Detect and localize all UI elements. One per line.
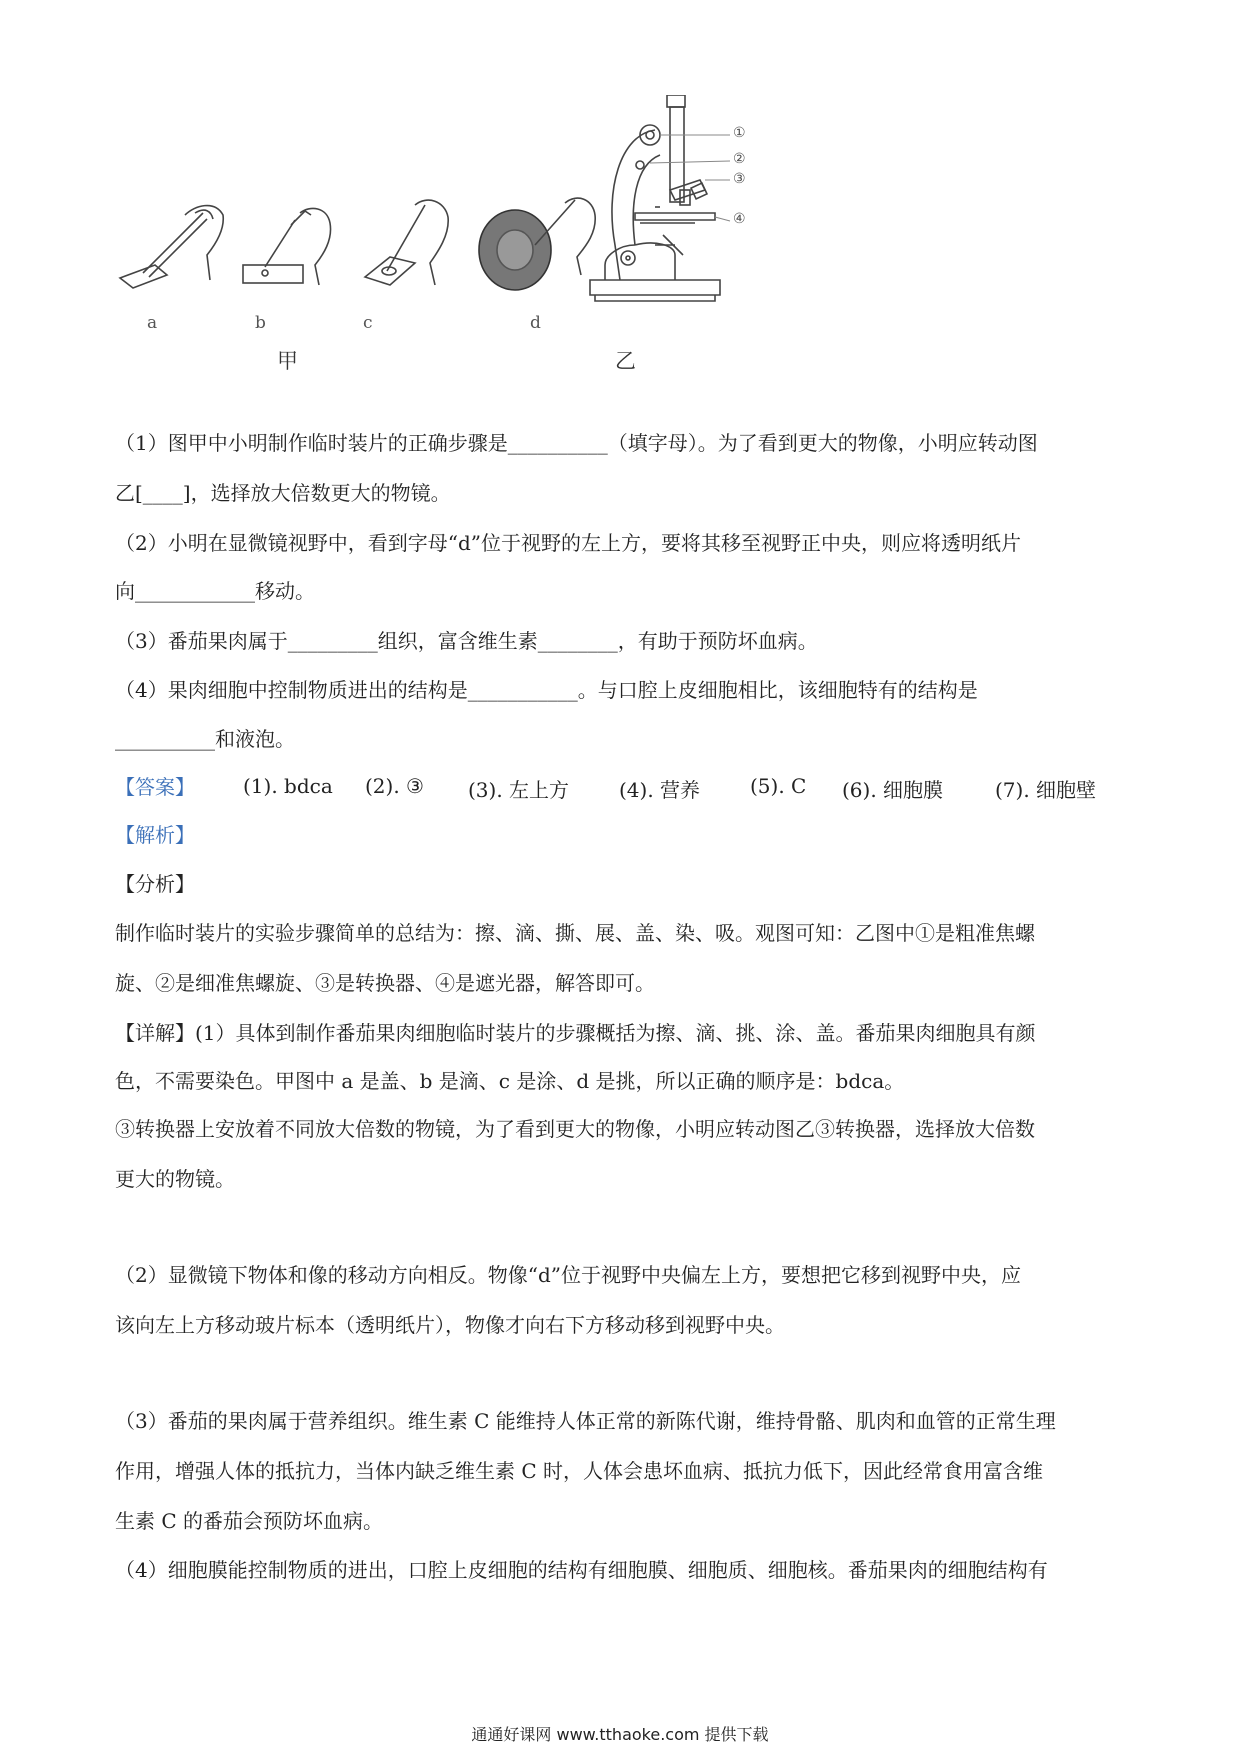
figure-caption-yi: 乙: [615, 349, 636, 373]
answer-item-7: (7). 细胞壁: [995, 778, 1097, 802]
detail-line-2: 色，不需要染色。甲图中 a 是盖、b 是滴、c 是涂、d 是挑，所以正确的顺序是：bdca。: [115, 1069, 905, 1093]
question-2-line-2: 向____________移动。: [115, 579, 315, 603]
microscope-leader-lines: [650, 135, 730, 221]
question-2-line-1: （2）小明在显微镜视野中，看到字母“d”位于视野的左上方，要将其移至视野正中央，则应将透明纸片: [115, 531, 1021, 555]
figure-caption-jia: 甲: [277, 349, 298, 373]
question-4-line-2: __________和液泡。: [115, 727, 295, 751]
experiment-figure: [115, 95, 875, 415]
answer-label: 【答案】: [115, 775, 195, 799]
question-1-line-1: （1）图甲中小明制作临时装片的正确步骤是__________（填字母）。为了看到更大的物像，小明应转动图: [115, 431, 1038, 455]
microscope-label-2: ②: [733, 151, 746, 167]
detail-line-4: 更大的物镜。: [115, 1167, 235, 1191]
answer-item-6: (6). 细胞膜: [842, 778, 944, 802]
analysis-label: 【解析】: [115, 823, 195, 847]
paragraph-2-line-2: 该向左上方移动玻片标本（透明纸片），物像才向右下方移动移到视野中央。: [115, 1313, 785, 1337]
step-b-drawing: [243, 208, 331, 285]
fenxi-line-2: 旋、②是细准焦螺旋、③是转换器、④是遮光器，解答即可。: [115, 971, 655, 995]
answer-item-1: (1). bdca: [243, 774, 333, 798]
question-3-line-1: （3）番茄果肉属于_________组织，富含维生素________，有助于预防坏血病。: [115, 629, 818, 653]
microscope-label-4: ④: [733, 211, 746, 227]
figure-label-d: d: [530, 313, 541, 333]
paragraph-3-line-1: （3）番茄的果肉属于营养组织。维生素 C 能维持人体正常的新陈代谢，维持骨骼、肌肉和血管的正常生理: [115, 1409, 1056, 1433]
figure-label-b: b: [255, 313, 266, 333]
paragraph-3-line-3: 生素 C 的番茄会预防坏血病。: [115, 1509, 384, 1533]
step-c-drawing: [365, 200, 448, 285]
microscope-label-3: ③: [733, 171, 746, 187]
page-footer: 通通好课网 www.tthaoke.com 提供下载: [471, 1725, 769, 1744]
microscope-drawing: [590, 95, 720, 301]
answer-item-5: (5). C: [750, 774, 807, 798]
step-a-drawing: [120, 206, 223, 288]
detail-line-1: 【详解】(1）具体到制作番茄果肉细胞临时装片的步骤概括为擦、滴、挑、涂、盖。番茄果肉细胞具有颜: [115, 1021, 1036, 1045]
paragraph-2-line-1: （2）显微镜下物体和像的移动方向相反。物像“d”位于视野中央偏左上方，要想把它移到视野中央，应: [115, 1263, 1021, 1287]
fenxi-label: 【分析】: [115, 872, 195, 896]
figure-illustration: [115, 95, 875, 415]
answer-item-2: (2). ③: [365, 774, 424, 798]
paragraph-3-line-2: 作用，增强人体的抵抗力，当体内缺乏维生素 C 时，人体会患坏血病、抵抗力低下，因此经常食用富含维: [115, 1459, 1044, 1483]
microscope-label-1: ①: [733, 125, 746, 141]
question-1-line-2: 乙[____]，选择放大倍数更大的物镜。: [115, 481, 451, 505]
question-4-line-1: （4）果肉细胞中控制物质进出的结构是___________。与口腔上皮细胞相比，该细胞特有的结构是: [115, 678, 978, 702]
figure-label-c: c: [363, 313, 373, 333]
figure-label-a: a: [147, 313, 158, 333]
answer-item-4: (4). 营养: [619, 778, 701, 802]
fenxi-line-1: 制作临时装片的实验步骤简单的总结为：擦、滴、撕、展、盖、染、吸。观图可知：乙图中①是粗准焦螺: [115, 921, 1035, 945]
detail-line-3: ③转换器上安放着不同放大倍数的物镜，为了看到更大的物像，小明应转动图乙③转换器，选择放大倍数: [115, 1117, 1035, 1141]
answer-item-3: (3). 左上方: [468, 778, 570, 802]
step-d-drawing: [479, 198, 595, 290]
paragraph-4-line-1: （4）细胞膜能控制物质的进出，口腔上皮细胞的结构有细胞膜、细胞质、细胞核。番茄果肉的细胞结构有: [115, 1558, 1048, 1582]
